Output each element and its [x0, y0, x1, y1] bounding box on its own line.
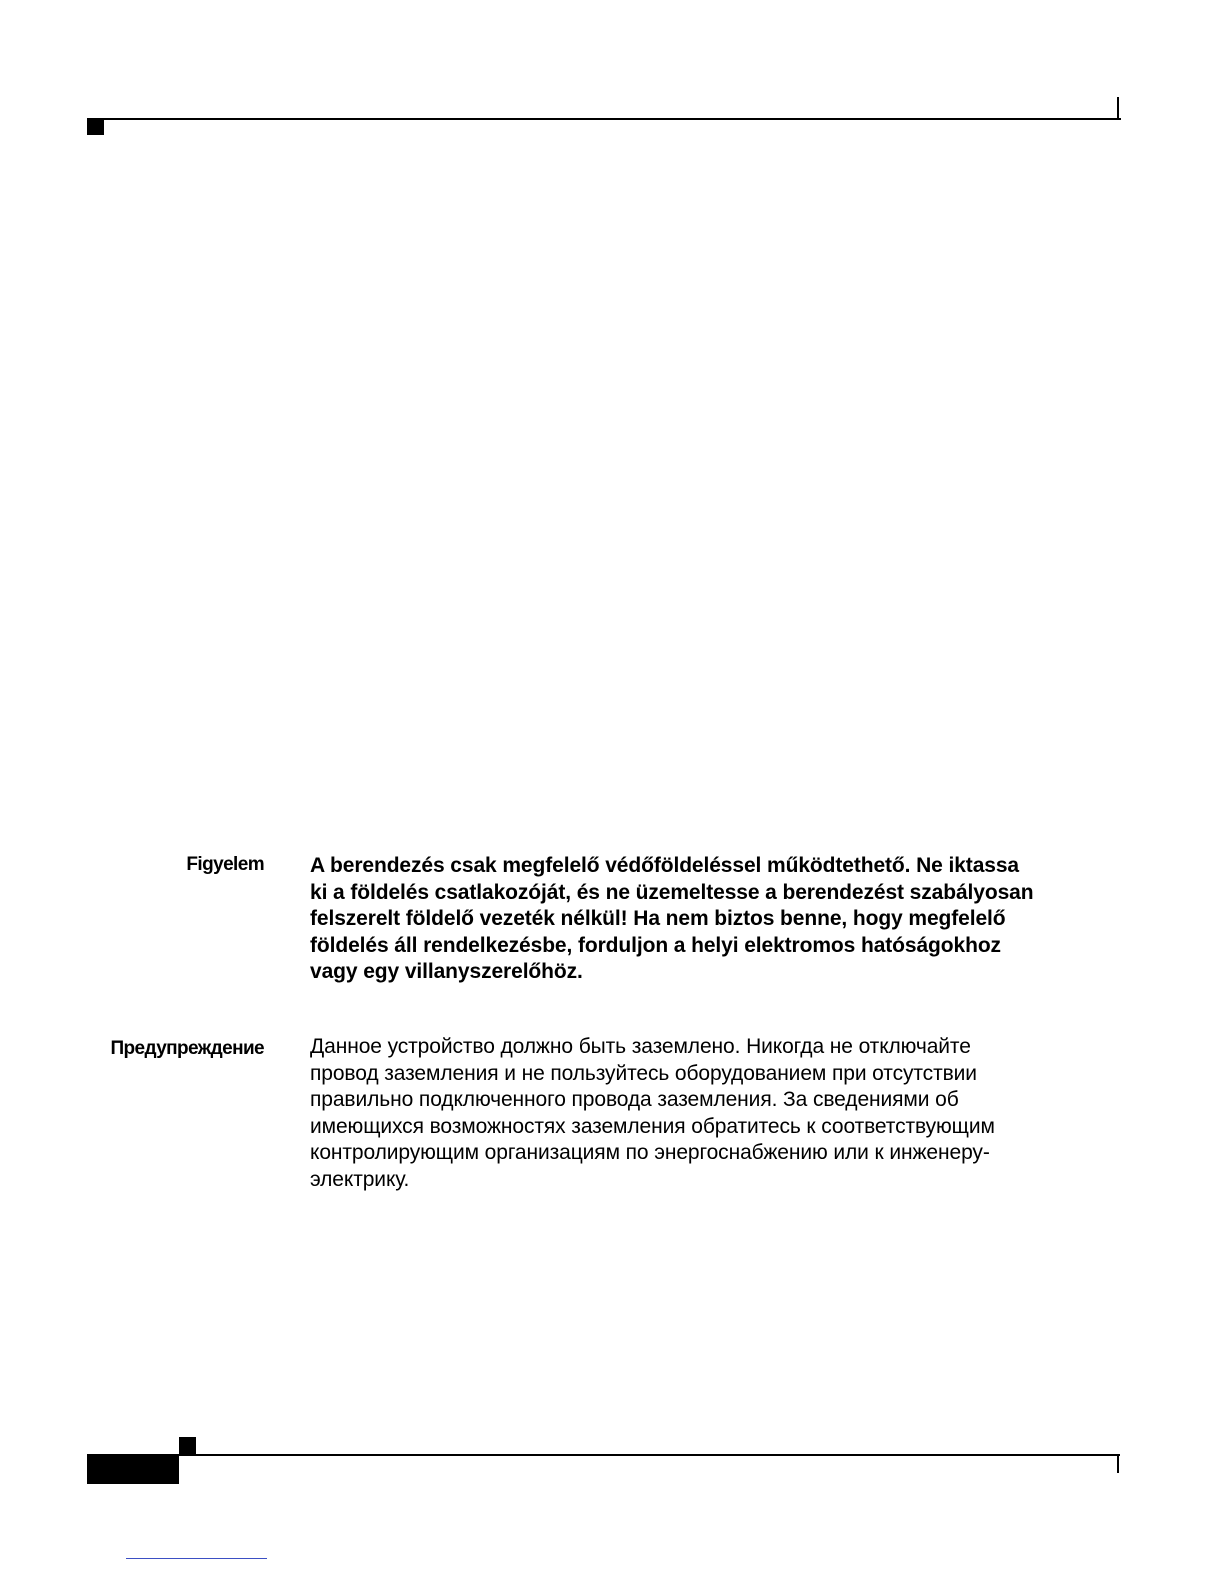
warning-label-russian: Предупреждение — [110, 1038, 264, 1059]
warning-line: vagy egy villanyszerelőhöz. — [310, 960, 583, 983]
footer-tick-mark — [1117, 1454, 1119, 1473]
header-marker-square — [87, 118, 104, 135]
footer-page-tab — [87, 1454, 179, 1484]
warning-line: правильно подключенного провода заземления. За сведениями об — [310, 1088, 959, 1111]
warning-line: имеющихся возможностях заземления обратитесь к соответствующим — [310, 1114, 995, 1138]
warning-label-hungarian: Figyelem — [186, 854, 264, 875]
warning-line: Данное устройство должно быть заземлено. Никогда не отключайте — [310, 1035, 971, 1058]
warning-line: ki a földelés csatlakozóját, és ne üzemeltesse a berendezést szabályosan — [310, 880, 1034, 904]
warning-line: felszerelt földelő vezeték nélkül! Ha nem biztos benne, hogy megfelelő — [310, 907, 1006, 930]
footer-link-underline[interactable] — [126, 1558, 267, 1559]
warning-line: провод заземления и не пользуйтесь оборудованием при отсутствии — [310, 1061, 977, 1085]
warning-line: электрику. — [310, 1167, 410, 1191]
warning-text-hungarian — [310, 853, 1110, 986]
header-tick-mark — [1117, 97, 1119, 119]
header-rule — [87, 118, 1121, 120]
warning-text-russian — [310, 1034, 1110, 1193]
footer-marker-square — [179, 1437, 196, 1454]
footer-rule — [179, 1454, 1120, 1456]
warning-line: A berendezés csak megfelelő védőföldeléssel működtethető. Ne iktassa — [310, 854, 1020, 877]
warning-line: контролирующим организациям по энергоснабжению или к инженеру- — [310, 1141, 990, 1164]
warning-line: földelés áll rendelkezésbe, forduljon a helyi elektromos hatóságokhoz — [310, 933, 1001, 957]
